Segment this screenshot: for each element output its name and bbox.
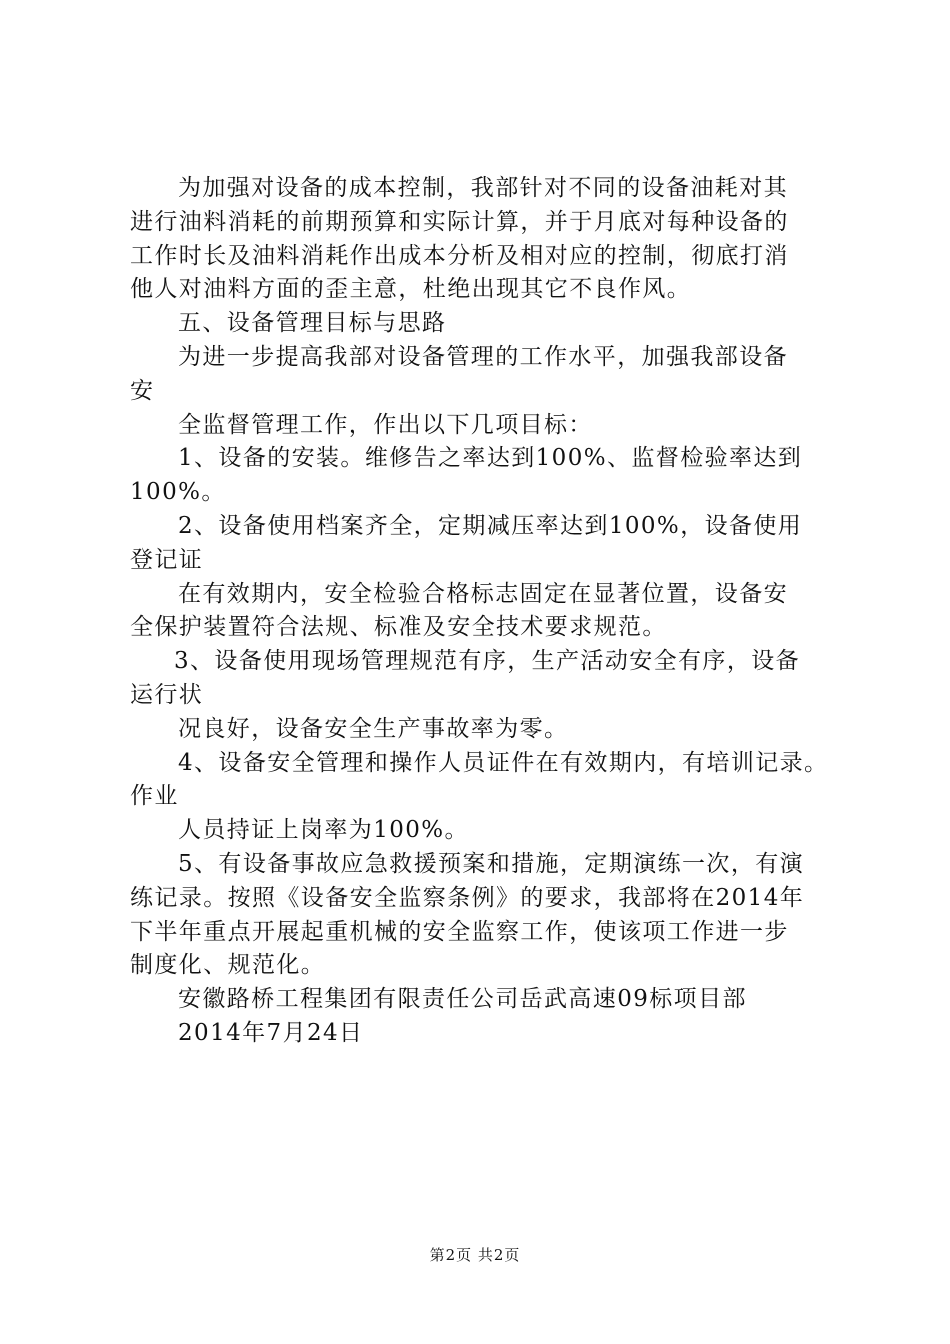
list-item-line: 作业 bbox=[130, 783, 179, 810]
list-item-line: 人员持证上岗率为100%。 bbox=[178, 817, 469, 844]
list-item-line: 3、设备使用现场管理规范有序，生产活动安全有序，设备 bbox=[174, 648, 801, 675]
paragraph-line: 全监督管理工作，作出以下几项目标： bbox=[178, 411, 593, 438]
document-body bbox=[130, 172, 840, 1051]
paragraph-line: 安 bbox=[130, 377, 155, 404]
list-item-line: 登记证 bbox=[130, 546, 204, 573]
paragraph-line: 他人对油料方面的歪主意，杜绝出现其它不良作风。 bbox=[130, 276, 692, 303]
section-heading: 五、设备管理目标与思路 bbox=[178, 310, 447, 337]
list-item-line: 练记录。按照《设备安全监察条例》的要求，我部将在2014年 bbox=[130, 884, 805, 911]
signature-organization: 安徽路桥工程集团有限责任公司岳武高速09标项目部 bbox=[178, 986, 747, 1013]
page-footer: 第2页 共2页 bbox=[429, 1246, 521, 1264]
paragraph-line: 为加强对设备的成本控制，我部针对不同的设备油耗对其 bbox=[178, 175, 788, 201]
list-item-line: 制度化、规范化。 bbox=[130, 952, 326, 979]
list-item-line: 在有效期内，安全检验合格标志固定在显著位置，设备安 bbox=[178, 580, 788, 607]
list-item-line: 1、设备的安装。维修告之率达到100%、监督检验率达到 bbox=[178, 445, 803, 472]
list-item-line: 100%。 bbox=[130, 479, 226, 506]
list-item-line: 5、有设备事故应急救援预案和措施，定期演练一次，有演 bbox=[178, 850, 805, 877]
list-item-line: 全保护装置符合法规、标准及安全技术要求规范。 bbox=[130, 614, 667, 641]
paragraph-line: 进行油料消耗的前期预算和实际计算，并于月底对每种设备的 bbox=[130, 208, 789, 235]
signature-date: 2014年7月24日 bbox=[178, 1019, 364, 1046]
list-item-line: 4、设备安全管理和操作人员证件在有效期内，有培训记录。 bbox=[178, 749, 829, 776]
list-item-line: 2、设备使用档案齐全，定期减压率达到100%，设备使用 bbox=[178, 512, 803, 539]
paragraph-line: 为进一步提高我部对设备管理的工作水平，加强我部设备 bbox=[178, 343, 788, 370]
paragraph-line: 工作时长及油料消耗作出成本分析及相对应的控制，彻底打消 bbox=[130, 242, 789, 269]
list-item-line: 运行状 bbox=[130, 681, 204, 708]
list-item-line: 下半年重点开展起重机械的安全监察工作，使该项工作进一步 bbox=[130, 918, 789, 945]
list-item-line: 况良好，设备安全生产事故率为零。 bbox=[178, 715, 569, 742]
